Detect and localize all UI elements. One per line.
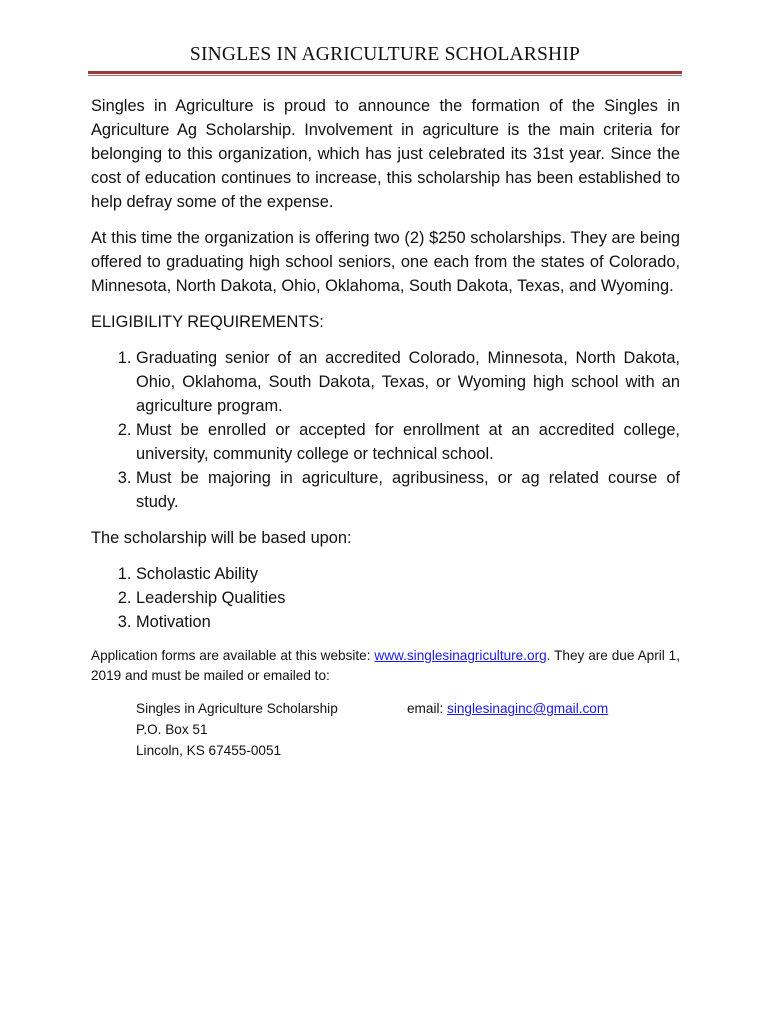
list-item: 3. Motivation [136, 610, 680, 634]
email-link[interactable]: singlesinaginc@gmail.com [447, 701, 609, 716]
mailing-address [136, 698, 680, 761]
basis-list [91, 562, 680, 634]
application-prefix: Application forms are available at this website: [91, 648, 375, 663]
list-item: 1. Graduating senior of an accredited Colorado, Minnesota, North Dakota, Ohio, Oklahoma, South Dakota, Texas, or Wyoming high school with an agriculture program. [136, 346, 680, 418]
list-item: 2. Must be enrolled or accepted for enrollment at an accredited college, university, community college or technical school. [136, 418, 680, 466]
offer-paragraph: At this time the organization is offering two (2) $250 scholarships. They are being offered to graduating high school seniors, one each from the states of Colorado, Minnesota, North Dakota, Ohio, Oklahoma, South Dakota, Texas, and Wyoming. [91, 229, 680, 295]
list-item: 2. Leadership Qualities [136, 586, 680, 610]
application-paragraph [91, 646, 680, 686]
title-rule-thin [88, 75, 682, 76]
list-item: 1. Scholastic Ability [136, 562, 680, 586]
address-line-1: Singles in Agriculture Scholarship [136, 701, 338, 716]
eligibility-heading: ELIGIBILITY REQUIREMENTS: [91, 313, 324, 331]
page-title: SINGLES IN AGRICULTURE SCHOLARSHIP [189, 44, 581, 65]
eligibility-list [91, 346, 680, 514]
document-body [91, 94, 680, 761]
application-suffix: . They are due April 1, 2019 and must be mailed or emailed to: [91, 648, 680, 683]
address-line-2: P.O. Box 51 [136, 722, 208, 737]
email-label: email: [407, 701, 448, 716]
website-link[interactable]: www.singlesinagriculture.org [374, 648, 547, 663]
intro-paragraph: Singles in Agriculture is proud to announce the formation of the Singles in Agriculture Ag Scholarship. Involvement in agriculture is the main criteria for belonging to this organization, which has just celebrated its 31st year. Since the cost of education continues to increase, this scholarship has been established to help defray some of the expense. [91, 97, 680, 211]
list-item: 3. Must be majoring in agriculture, agribusiness, or ag related course of study. [136, 466, 680, 514]
basis-heading: The scholarship will be based upon: [91, 529, 352, 547]
email-contact [407, 698, 608, 719]
address-line-3: Lincoln, KS 67455-0051 [136, 743, 282, 758]
title-rule [88, 71, 682, 74]
